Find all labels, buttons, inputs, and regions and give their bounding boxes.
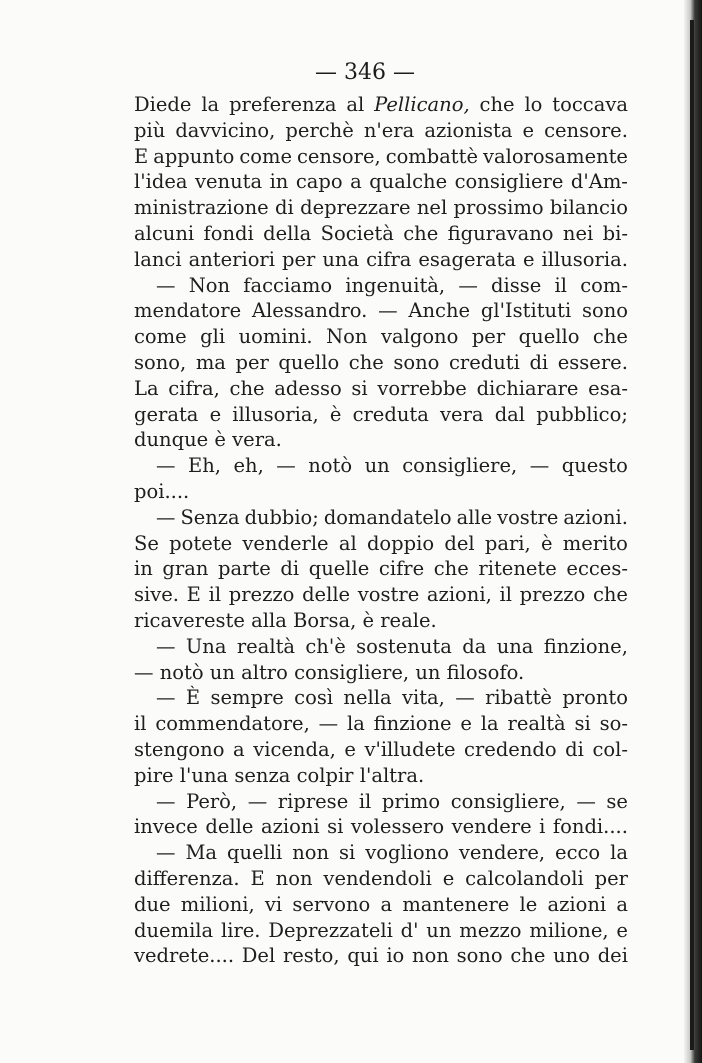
word: prezzo [519,583,586,607]
word: — [318,712,339,736]
word: doppio [366,531,435,555]
word: ribattè [485,686,552,710]
word: il [134,712,147,736]
word: più [134,118,166,142]
word: potete [169,531,233,555]
text-line [134,660,628,686]
word: preferenza [229,93,337,116]
word: Ma [185,841,218,865]
word: delle [205,815,254,839]
word: vorrebbe [377,376,467,400]
word: alla [251,608,287,632]
word: bilancio [549,196,628,220]
word: vita, [401,686,445,710]
text-line [134,479,628,505]
word: ricavereste [134,608,245,632]
word: combattè [385,144,478,168]
word: dichiarare [476,376,579,400]
word: — [576,789,596,813]
word: pubblico; [536,402,628,426]
word: di [565,737,584,761]
word: Però, [186,789,238,813]
word: il [208,583,222,607]
word: deprezzare [300,196,411,220]
word: figuravano [447,221,554,245]
word: al [338,531,357,555]
text-line [134,376,628,402]
word: vera [440,402,484,426]
word: si [351,376,368,400]
word: cifra, [168,376,220,400]
word: milione, [529,918,609,942]
word: gerata [134,402,199,426]
text-line [134,221,628,247]
word: riprese [277,789,349,813]
word: esa- [588,376,628,400]
word: — [156,273,176,297]
word: un [415,660,441,684]
word: primo [381,789,441,813]
word: i [539,815,546,839]
word: — [458,273,478,297]
word: azioni. [563,505,628,529]
word: vogliono [365,841,449,865]
word: colpir [296,763,354,787]
word: Borsa, [293,608,357,632]
text-line [134,634,628,660]
word: sono [581,299,628,323]
word: in [269,170,289,194]
text-line [134,556,628,582]
text-line [134,505,628,531]
word: al [346,93,365,116]
word: — [247,789,268,813]
word: ch'è [305,634,346,658]
word: Del [241,944,276,968]
word: credendo [464,737,557,761]
text-line [134,918,628,944]
word: e [442,866,455,890]
word: realtà [236,634,296,658]
word: È [185,686,201,710]
word: essere. [557,350,628,374]
word: non [292,841,330,865]
binding-shadow [690,20,694,1050]
word: vostre [357,583,420,607]
word: della [263,221,312,245]
word: Società [320,221,394,245]
text-line [134,531,628,557]
word: notò [308,454,353,478]
word: — [156,505,176,529]
word: qualche [369,170,448,194]
word: è [214,428,226,452]
word: azioni [260,815,320,839]
word: E [134,144,149,168]
word: il [358,789,372,813]
word: è [329,402,342,426]
text-line [134,608,628,634]
word: dubbio; [244,505,319,529]
word: da [462,634,487,658]
word: illusoria. [541,247,628,271]
word: ecces- [566,557,628,581]
word: illusoria, [232,402,319,426]
word: gli [200,325,226,349]
word: Deprezzateli [268,918,393,942]
word: se [606,789,628,813]
word: resto, [282,944,340,968]
word: merito [562,531,628,555]
word: che [433,557,469,581]
word: — [378,299,398,323]
word: Se [134,531,159,555]
word: ministrazione [134,196,269,220]
word: si [327,815,344,839]
word: quello [278,350,340,374]
word: pronto [562,686,628,710]
word: che [229,376,265,400]
word: dunque [134,428,209,452]
word: finzione, [543,634,628,658]
word: e [616,918,628,942]
word: invece [134,815,198,839]
word: il [499,583,512,607]
word: lire. [220,918,261,942]
word: Pellicano, [374,93,470,116]
word: Non [326,325,368,349]
word: per [281,247,316,271]
text-line [134,324,628,350]
word: a [616,892,628,916]
word: calcolandoli [465,866,584,890]
word: La [134,376,159,400]
word: per [471,325,506,349]
text-line [134,711,628,737]
word: vedrete.... [134,944,235,968]
word: notò [159,660,204,684]
word: vostre [497,505,559,529]
text-line [134,402,628,428]
word: poi.... [134,479,190,503]
word: vicenda, [253,737,336,761]
word: la [610,841,628,865]
word: una [322,247,360,271]
word: nella [343,686,392,710]
word: consigliere, [450,789,566,813]
word: che [479,93,515,116]
text-line [134,943,628,969]
text-line [134,247,628,273]
word: che [592,325,628,349]
word: a [350,170,362,194]
word: che [592,583,628,607]
word: si [339,841,356,865]
word: censore. [544,118,628,142]
word: nel [416,196,448,220]
word: vera. [232,428,282,452]
word: l'una [179,763,229,787]
word: la [346,712,365,736]
word: pire [134,763,174,787]
word: e [344,737,356,761]
word: filosofo. [446,660,525,684]
word: gran [162,557,209,581]
word: è [362,608,375,632]
text-line [134,453,628,479]
word: che [403,221,439,245]
word: parte [217,557,271,581]
word: sono [393,350,440,374]
word: creduti [448,350,520,374]
word: qui [347,944,379,968]
word: mantenere [402,892,510,916]
word: so- [599,712,628,736]
word: disse [491,273,542,297]
word: sempre [210,686,284,710]
word: E [186,583,201,607]
word: un [426,918,452,942]
text-line [134,195,628,221]
word: la [480,712,499,736]
word: alcuni [134,221,195,245]
word: stengono [134,737,225,761]
word: censore, [297,144,381,168]
text-line [134,350,628,376]
word: toccava [552,93,628,116]
word: lanci [134,247,182,271]
word: che [348,350,384,374]
word: consigliere, [294,660,410,684]
word: adesso [274,376,342,400]
word: senza [234,763,291,787]
word: non [275,866,313,890]
text-line [134,840,628,866]
word: sono, [134,350,187,374]
word: perchè [285,118,354,142]
word: che [510,944,546,968]
word: n'era [363,118,415,142]
word: eh, [233,454,264,478]
word: e [209,402,222,426]
word: v'illudete [364,737,456,761]
text-line [134,427,628,453]
word: Una [185,634,227,658]
word: sive. [134,583,179,607]
word: realtà [507,712,566,736]
word: — [529,454,550,478]
word: e [522,247,535,271]
word: di [280,557,300,581]
word: dei [597,944,628,968]
word: una [496,634,534,658]
text-line [134,866,628,892]
word: ritenete [478,557,557,581]
word: mezzo [459,918,522,942]
word: appunto [153,144,235,168]
word: non [412,944,449,968]
text-line [134,169,628,195]
word: ma [195,350,226,374]
word: differenza. [134,866,240,890]
word: consigliere, [402,454,518,478]
word: finzione [373,712,452,736]
word: quelli [226,841,283,865]
word: Diede [134,93,192,116]
word: E [250,866,265,890]
word: creduta [352,402,429,426]
word: pari, [484,531,531,555]
word: vi [264,892,283,916]
word: commendatore, [155,712,310,736]
word: domandatelo [323,505,452,529]
word: Eh, [187,454,221,478]
word: valgono [380,325,459,349]
word: servono [292,892,371,916]
text-line [134,144,628,170]
word: l'idea [134,170,188,194]
text-line [134,737,628,763]
word: si [574,712,591,736]
word: vendendoli [323,866,432,890]
word: esagerata [418,247,516,271]
word: vendere, [458,841,546,865]
word: — [156,789,176,813]
word: uomini. [238,325,313,349]
word: sono [456,944,503,968]
word: delle [302,583,351,607]
word: nei [562,221,594,245]
word: volessero [350,815,445,839]
word: uno [553,944,590,968]
word: due [134,892,171,916]
word: e [460,712,472,736]
word: col- [592,737,628,761]
word: Anche [408,299,471,323]
word: d' [400,918,419,942]
word: com- [580,273,628,297]
word: ingenuità, [345,273,446,297]
word: questo [561,454,628,478]
text-line [134,685,628,711]
word: vendere [451,815,532,839]
book-spine-edge [684,0,702,1063]
word: del [444,531,475,555]
word: quello [518,325,580,349]
word: prossimo [453,196,544,220]
word: — [156,454,176,478]
word: in [134,557,153,581]
word: e [522,118,535,142]
word: è [540,531,553,555]
word: — [156,686,176,710]
word: milioni, [180,892,255,916]
word: di [275,196,294,220]
word: il [554,273,567,297]
word: dal [494,402,526,426]
text-line [134,763,628,789]
word: cifre [378,557,425,581]
word: così [294,686,334,710]
word: cifra [366,247,412,271]
word: azioni [547,892,607,916]
word: — [134,660,154,684]
word: davvicino, [175,118,276,142]
word: azioni, [426,583,492,607]
word: quelle [308,557,370,581]
word: Alessandro. [251,299,368,323]
word: gl'Istituti [480,299,572,323]
word: ecco [555,841,601,865]
word: un [364,454,390,478]
word: azionista [424,118,513,142]
word: altro [241,660,288,684]
word: prezzo [228,583,295,607]
word: lo [524,93,543,116]
word: — [156,634,176,658]
word: sostenuta [356,634,452,658]
word: l'altra. [359,763,425,787]
word: facciamo [243,273,333,297]
word: consigliere [454,170,564,194]
word: come [239,144,292,168]
word: come [134,325,187,349]
word: Non [188,273,231,297]
word: capo [295,170,343,194]
word: a [380,892,393,916]
word: venderle [242,531,329,555]
word: le [519,892,538,916]
word: — [455,686,475,710]
word: mendatore [134,299,242,323]
word: per [594,866,628,890]
word: alle [456,505,493,529]
word: anteriori [188,247,275,271]
word: per [235,350,269,374]
word: fondi [203,221,254,245]
text-line [134,789,628,815]
word: — [156,841,176,865]
text-line [134,814,628,840]
word: valorosamente [483,144,628,168]
text-line [134,92,628,118]
word: io [386,944,405,968]
word: duemila [134,918,214,942]
word: la [201,93,220,116]
text-line [134,118,628,144]
word: un [209,660,235,684]
word: di [529,350,549,374]
word: a [233,737,245,761]
page-body-text [134,92,628,969]
word: fondi.... [552,815,628,839]
word: — [276,454,296,478]
page-number: — 346 — [315,60,415,85]
word: reale. [380,608,437,632]
word: d'Am- [570,170,628,194]
text-line [134,298,628,324]
word: Senza [180,505,240,529]
text-line [134,582,628,608]
text-line [134,892,628,918]
text-line [134,273,628,299]
word: venuta [194,170,263,194]
word: bi- [602,221,628,245]
